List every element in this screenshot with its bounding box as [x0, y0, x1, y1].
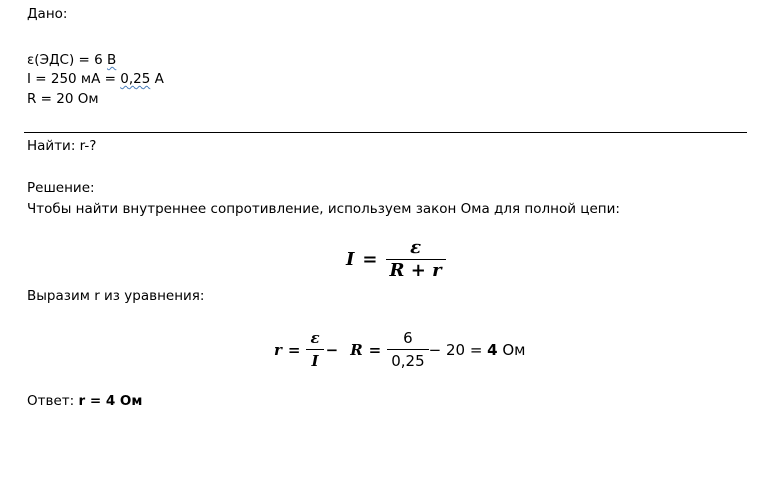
internal-resistance-formula — [274, 329, 526, 370]
answer-line — [27, 393, 142, 409]
emf-line — [27, 52, 116, 68]
formula2-tail: − 20 = — [428, 340, 488, 359]
formula2-unit: Ом — [497, 340, 526, 359]
express-line: Выразим r из уравнения: — [27, 288, 205, 304]
formula2-R: R — [350, 340, 363, 359]
formula1-fraction — [386, 239, 446, 280]
emf-unit: В — [107, 52, 117, 68]
formula1-denominator: R + r — [389, 260, 442, 281]
formula2-frac1-numerator: ε — [310, 329, 320, 347]
current-value: 0,25 — [120, 71, 151, 87]
resistance-line: R = 20 Ом — [27, 91, 99, 107]
formula2-lhs: r — [274, 340, 282, 359]
formula2-equals-1: = — [287, 340, 301, 359]
solution-intro: Чтобы найти внутреннее сопротивление, используем закон Ома для полной цепи: — [27, 201, 620, 217]
formula2-frac2-numerator: 6 — [403, 329, 413, 347]
formula2-fraction-1 — [306, 329, 323, 370]
current-text: I = 250 мА = — [27, 71, 121, 87]
solution-heading: Решение: — [27, 180, 95, 196]
formula1-equals: = — [362, 249, 378, 270]
formula1-lhs: I — [346, 249, 355, 270]
formula2-fraction-2 — [387, 329, 428, 370]
given-heading: Дано: — [27, 6, 68, 22]
formula2-result: 4 — [487, 340, 498, 359]
answer-value: r = 4 Ом — [78, 393, 143, 409]
emf-text: ε(ЭДС) = 6 — [27, 52, 108, 68]
divider-line — [24, 132, 747, 133]
formula2-equals-2: = — [368, 340, 382, 359]
formula2-frac1-denominator: I — [311, 352, 319, 370]
ohm-law-formula — [346, 239, 446, 280]
current-unit: А — [150, 71, 164, 87]
current-line — [27, 71, 164, 87]
find-line: Найти: r-? — [27, 138, 97, 154]
formula2-frac2-denominator: 0,25 — [391, 352, 425, 370]
formula2-minus: − — [325, 340, 339, 359]
answer-label: Ответ: — [27, 393, 79, 409]
formula1-numerator: ε — [410, 237, 422, 258]
